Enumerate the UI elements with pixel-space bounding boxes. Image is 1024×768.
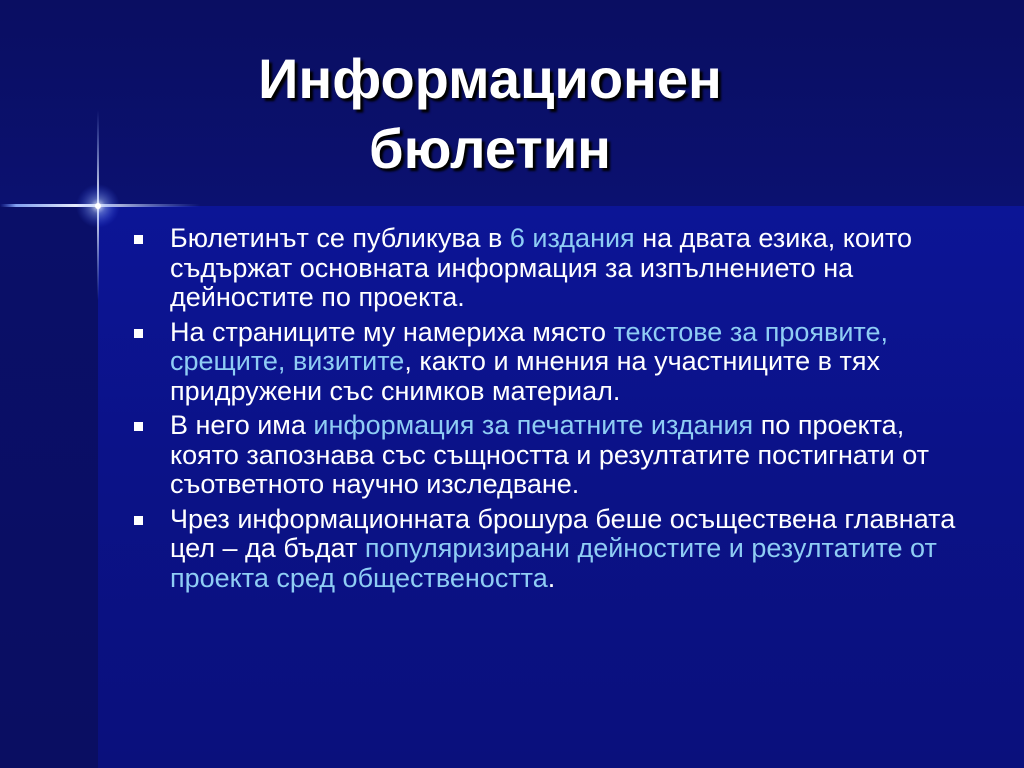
bullet-text: В него има [170,410,314,440]
bullet-text: . [547,562,556,593]
slide-title [150,44,830,184]
title-line-1: Информационен [258,47,722,110]
square-bullet-icon [134,235,143,244]
bullet-text: на двата езика, които съдържат основната информация за изпълнението на дейностите по проекта. [170,223,913,312]
bullet-text: Чрез информационната брошура беше осъществена главната цел – да бъдат [170,503,956,563]
bullet-item-4 [128,505,958,594]
bullet-item-1 [128,224,958,313]
bullet-list [128,224,958,598]
title-line-2: бюлетин [369,117,611,180]
bullet-item-2 [128,318,958,407]
left-band [0,206,98,768]
square-bullet-icon [134,516,143,525]
highlighted-text: информация за печатните издания [313,410,754,440]
highlighted-text: 6 издания [509,223,635,253]
bullet-text: Бюлетинът се публикува в [170,223,510,253]
bullet-text: по проекта, която запознава със същността и резултатите постигнати от съответното научно изследване. [170,410,930,499]
highlighted-text: текстове за проявите, срещите, визитите [170,316,888,376]
bullet-text: На страниците му намериха място [170,316,614,347]
bullet-text: , както и мнения на участниците в тях придружени със снимков материал. [170,346,880,406]
bullet-item-3 [128,411,958,500]
square-bullet-icon [134,329,143,338]
square-bullet-icon [134,422,143,431]
highlighted-text: популяризирани дейностите и резултатите от проекта сред обществеността [170,533,937,593]
